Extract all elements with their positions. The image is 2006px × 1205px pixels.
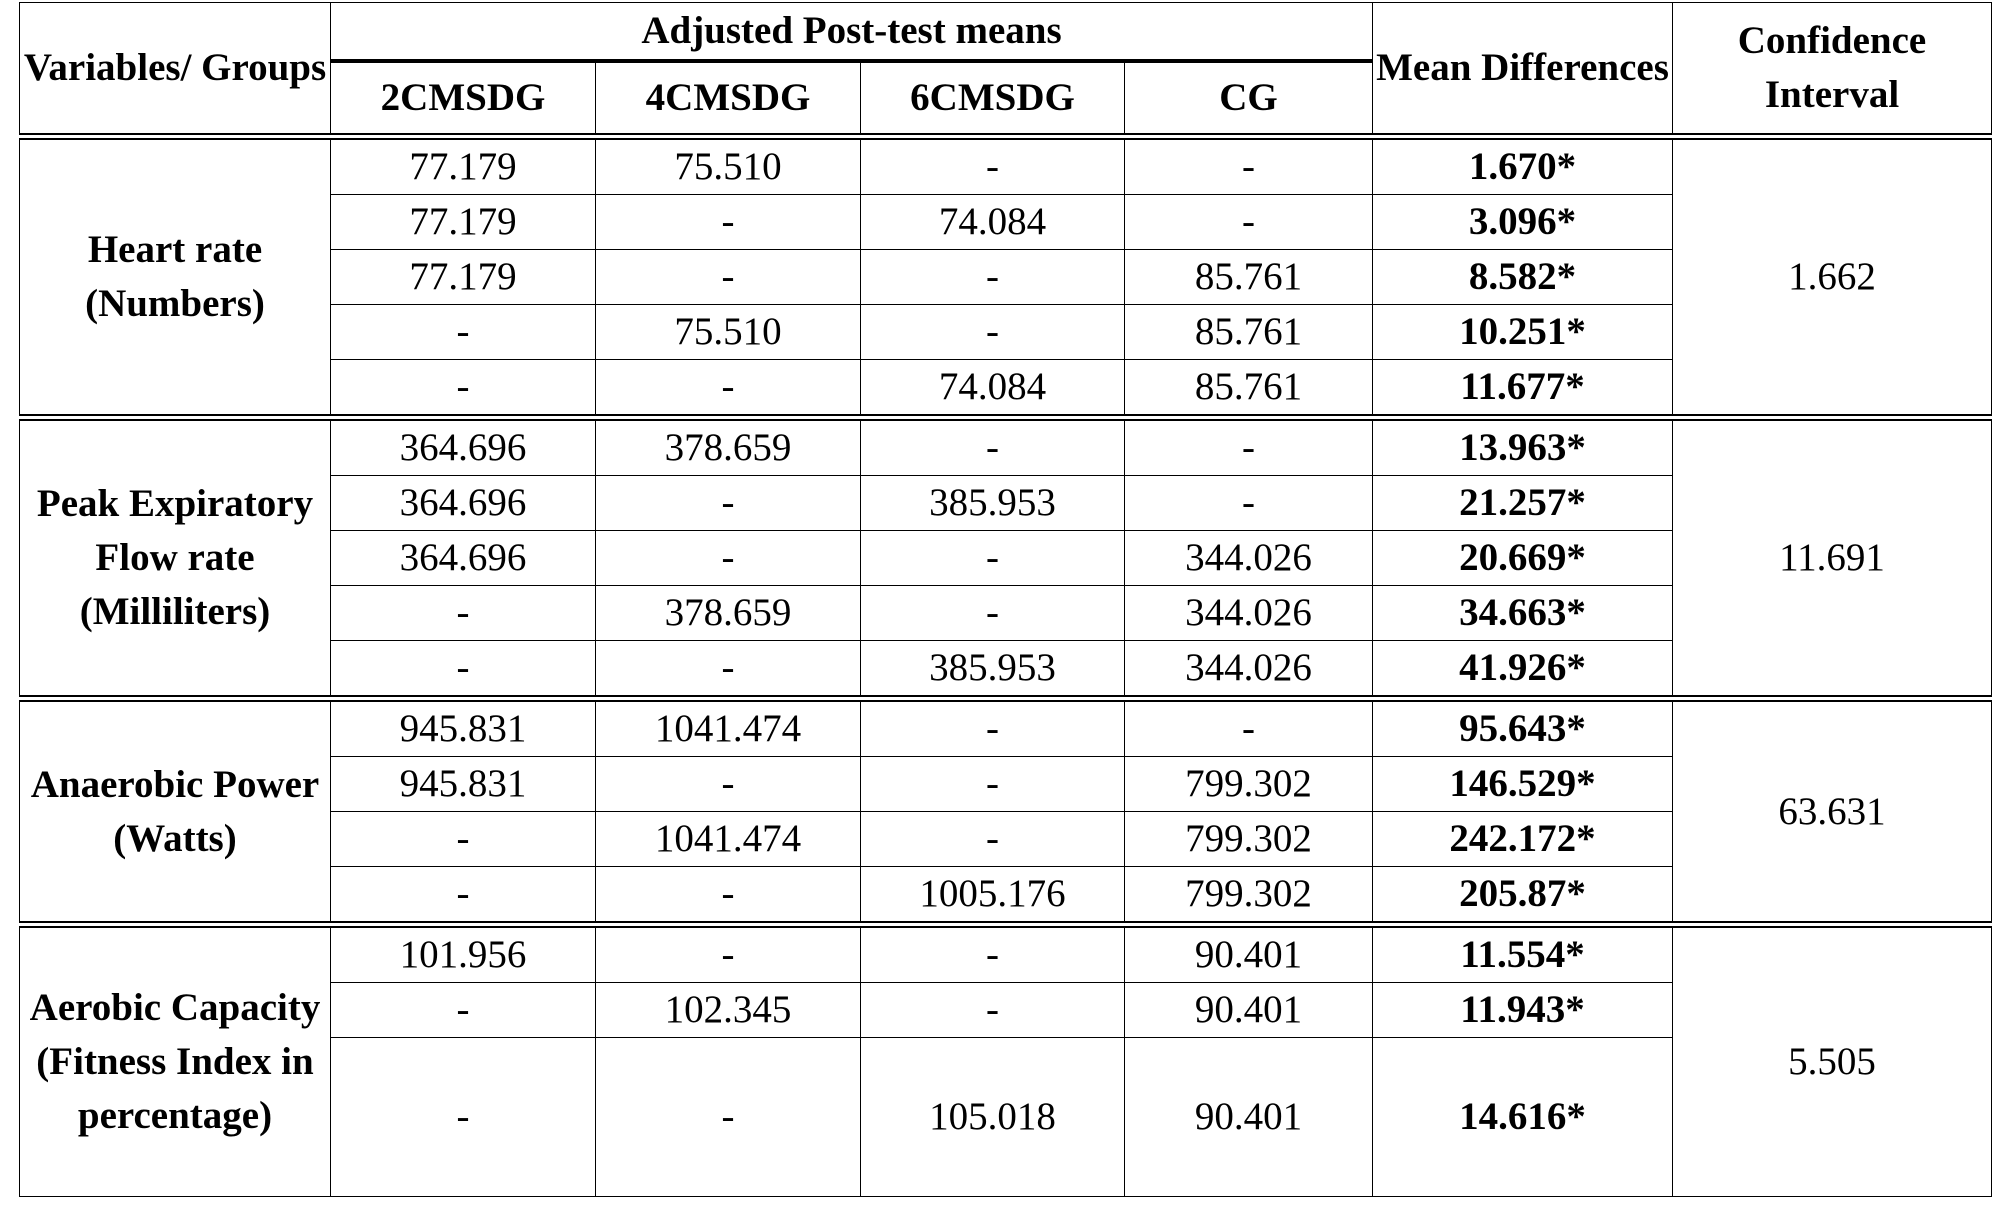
results-table bbox=[19, 2, 1992, 1197]
confidence-interval-value: 63.631 bbox=[1673, 699, 1992, 925]
cell-2cmsdg: - bbox=[331, 1038, 596, 1197]
cell-6cmsdg: - bbox=[861, 137, 1125, 195]
cell-mean-difference: 11.677* bbox=[1373, 360, 1673, 418]
cell-4cmsdg: - bbox=[596, 531, 861, 586]
cell-cg: 90.401 bbox=[1125, 1038, 1373, 1197]
cell-4cmsdg: 1041.474 bbox=[596, 699, 861, 757]
header-6cmsdg: 6CMSDG bbox=[861, 61, 1125, 137]
cell-cg: 344.026 bbox=[1125, 531, 1373, 586]
variable-name: Heart rate (Numbers) bbox=[20, 137, 331, 418]
cell-mean-difference: 20.669* bbox=[1373, 531, 1673, 586]
cell-2cmsdg: 77.179 bbox=[331, 250, 596, 305]
cell-6cmsdg: - bbox=[861, 531, 1125, 586]
cell-2cmsdg: - bbox=[331, 641, 596, 699]
header-mean-differences: Mean Differences bbox=[1373, 3, 1673, 137]
header-cg: CG bbox=[1125, 61, 1373, 137]
variable-name: Anaerobic Power (Watts) bbox=[20, 699, 331, 925]
cell-mean-difference: 205.87* bbox=[1373, 867, 1673, 925]
cell-mean-difference: 14.616* bbox=[1373, 1038, 1673, 1197]
cell-4cmsdg: 378.659 bbox=[596, 418, 861, 476]
cell-6cmsdg: 1005.176 bbox=[861, 867, 1125, 925]
cell-4cmsdg: 1041.474 bbox=[596, 812, 861, 867]
cell-mean-difference: 34.663* bbox=[1373, 586, 1673, 641]
cell-6cmsdg: - bbox=[861, 757, 1125, 812]
cell-6cmsdg: - bbox=[861, 699, 1125, 757]
table-row bbox=[20, 925, 1992, 983]
cell-mean-difference: 242.172* bbox=[1373, 812, 1673, 867]
cell-cg: - bbox=[1125, 137, 1373, 195]
cell-2cmsdg: - bbox=[331, 360, 596, 418]
confidence-interval-value: 1.662 bbox=[1673, 137, 1992, 418]
cell-6cmsdg: - bbox=[861, 983, 1125, 1038]
cell-mean-difference: 10.251* bbox=[1373, 305, 1673, 360]
table-row bbox=[20, 699, 1992, 757]
header-2cmsdg: 2CMSDG bbox=[331, 61, 596, 137]
table-body bbox=[20, 137, 1992, 1197]
cell-cg: 85.761 bbox=[1125, 360, 1373, 418]
confidence-interval-value: 5.505 bbox=[1673, 925, 1992, 1197]
cell-4cmsdg: - bbox=[596, 360, 861, 418]
cell-4cmsdg: - bbox=[596, 1038, 861, 1197]
cell-mean-difference: 41.926* bbox=[1373, 641, 1673, 699]
cell-cg: 344.026 bbox=[1125, 641, 1373, 699]
table-row bbox=[20, 418, 1992, 476]
cell-mean-difference: 21.257* bbox=[1373, 476, 1673, 531]
cell-2cmsdg: 77.179 bbox=[331, 137, 596, 195]
cell-2cmsdg: 945.831 bbox=[331, 699, 596, 757]
cell-4cmsdg: 75.510 bbox=[596, 305, 861, 360]
cell-6cmsdg: - bbox=[861, 418, 1125, 476]
cell-6cmsdg: - bbox=[861, 812, 1125, 867]
cell-2cmsdg: - bbox=[331, 867, 596, 925]
cell-cg: 85.761 bbox=[1125, 305, 1373, 360]
header-confidence-interval: Confidence Interval bbox=[1673, 3, 1992, 137]
header-adjusted-post-test-means: Adjusted Post-test means bbox=[331, 3, 1373, 62]
cell-4cmsdg: - bbox=[596, 250, 861, 305]
cell-mean-difference: 1.670* bbox=[1373, 137, 1673, 195]
cell-2cmsdg: 364.696 bbox=[331, 476, 596, 531]
cell-6cmsdg: 385.953 bbox=[861, 476, 1125, 531]
cell-6cmsdg: 385.953 bbox=[861, 641, 1125, 699]
variable-name: Aerobic Capacity (Fitness Index in percentage) bbox=[20, 925, 331, 1197]
cell-4cmsdg: - bbox=[596, 195, 861, 250]
cell-4cmsdg: - bbox=[596, 867, 861, 925]
cell-4cmsdg: - bbox=[596, 476, 861, 531]
cell-cg: 344.026 bbox=[1125, 586, 1373, 641]
variable-name: Peak Expiratory Flow rate (Milliliters) bbox=[20, 418, 331, 699]
cell-2cmsdg: 77.179 bbox=[331, 195, 596, 250]
cell-4cmsdg: - bbox=[596, 925, 861, 983]
cell-2cmsdg: - bbox=[331, 305, 596, 360]
cell-cg: - bbox=[1125, 699, 1373, 757]
cell-mean-difference: 13.963* bbox=[1373, 418, 1673, 476]
cell-mean-difference: 95.643* bbox=[1373, 699, 1673, 757]
cell-2cmsdg: - bbox=[331, 983, 596, 1038]
cell-mean-difference: 3.096* bbox=[1373, 195, 1673, 250]
cell-cg: - bbox=[1125, 476, 1373, 531]
cell-4cmsdg: - bbox=[596, 641, 861, 699]
cell-6cmsdg: - bbox=[861, 925, 1125, 983]
cell-cg: 799.302 bbox=[1125, 867, 1373, 925]
cell-2cmsdg: - bbox=[331, 586, 596, 641]
cell-mean-difference: 11.943* bbox=[1373, 983, 1673, 1038]
cell-4cmsdg: - bbox=[596, 757, 861, 812]
cell-2cmsdg: 364.696 bbox=[331, 531, 596, 586]
cell-6cmsdg: 74.084 bbox=[861, 195, 1125, 250]
cell-cg: - bbox=[1125, 418, 1373, 476]
cell-cg: 799.302 bbox=[1125, 757, 1373, 812]
cell-4cmsdg: 75.510 bbox=[596, 137, 861, 195]
cell-6cmsdg: 74.084 bbox=[861, 360, 1125, 418]
cell-cg: 799.302 bbox=[1125, 812, 1373, 867]
cell-mean-difference: 11.554* bbox=[1373, 925, 1673, 983]
cell-6cmsdg: 105.018 bbox=[861, 1038, 1125, 1197]
cell-mean-difference: 146.529* bbox=[1373, 757, 1673, 812]
header-4cmsdg: 4CMSDG bbox=[596, 61, 861, 137]
confidence-interval-value: 11.691 bbox=[1673, 418, 1992, 699]
cell-cg: 90.401 bbox=[1125, 983, 1373, 1038]
cell-2cmsdg: 364.696 bbox=[331, 418, 596, 476]
cell-6cmsdg: - bbox=[861, 305, 1125, 360]
header-variables-groups: Variables/ Groups bbox=[20, 3, 331, 137]
cell-2cmsdg: 101.956 bbox=[331, 925, 596, 983]
cell-cg: 85.761 bbox=[1125, 250, 1373, 305]
cell-4cmsdg: 378.659 bbox=[596, 586, 861, 641]
cell-cg: 90.401 bbox=[1125, 925, 1373, 983]
cell-2cmsdg: 945.831 bbox=[331, 757, 596, 812]
cell-6cmsdg: - bbox=[861, 250, 1125, 305]
cell-4cmsdg: 102.345 bbox=[596, 983, 861, 1038]
cell-6cmsdg: - bbox=[861, 586, 1125, 641]
cell-mean-difference: 8.582* bbox=[1373, 250, 1673, 305]
cell-2cmsdg: - bbox=[331, 812, 596, 867]
cell-cg: - bbox=[1125, 195, 1373, 250]
table-row bbox=[20, 137, 1992, 195]
